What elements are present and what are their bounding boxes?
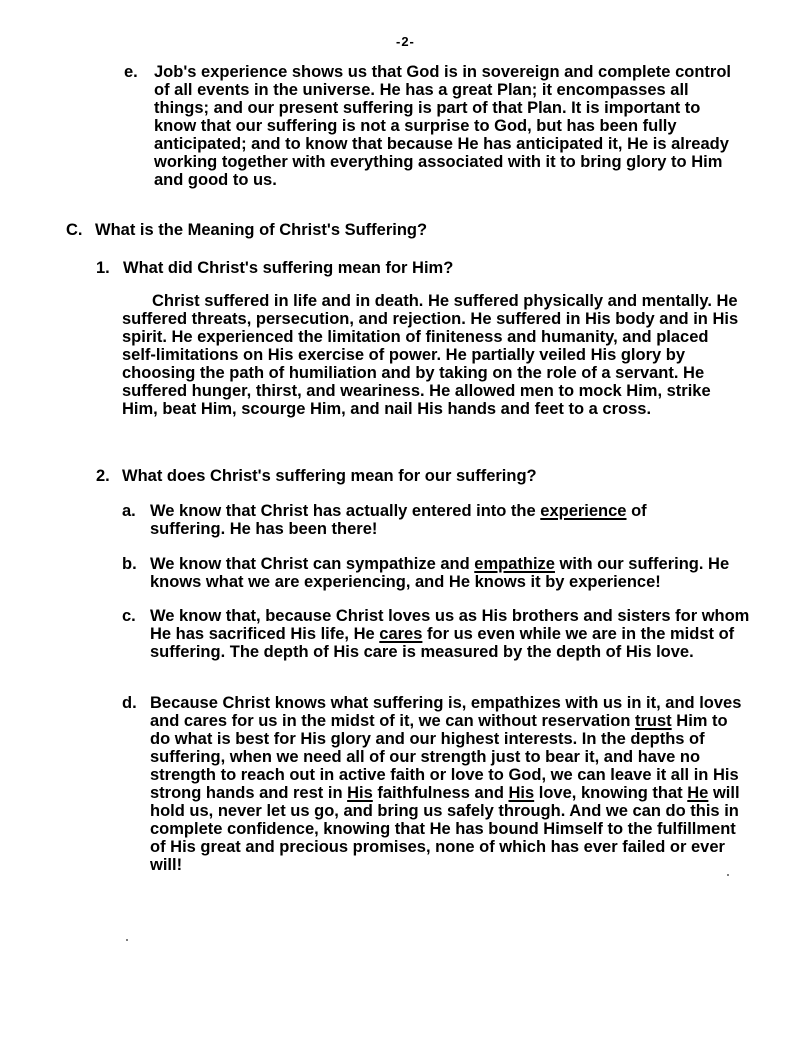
item-e-marker: e. bbox=[124, 63, 138, 81]
item-d-marker: d. bbox=[122, 694, 137, 712]
section-c-title: What is the Meaning of Christ's Suffering? bbox=[95, 221, 428, 239]
question-2-title: What does Christ's suffering mean for our suffering? bbox=[122, 467, 537, 485]
item-e-text: Job's experience shows us that God is in sovereign and complete control of all events in the universe. He has a great Plan; it encompasses all things; and our present suffering is part of that Plan. It is important to know that our suffering is not a surprise to God, but has been fully anticipated; and to know that because He has anticipated it, He is already working together with everything associated with it to bring glory to Him and good to us. bbox=[154, 63, 731, 189]
item-b-marker: b. bbox=[122, 555, 137, 573]
item-a-emphasis: experience bbox=[540, 502, 627, 520]
scan-speck bbox=[126, 939, 128, 941]
item-d-emphasis-trust: trust bbox=[635, 712, 672, 730]
question-1-title: What did Christ's suffering mean for Him? bbox=[123, 259, 454, 277]
page-number: -2- bbox=[396, 34, 415, 49]
question-1-marker: 1. bbox=[96, 259, 110, 277]
item-c-text: We know that, because Christ loves us as His brothers and sisters for whom He has sacrificed His life, He cares for us even while we are in the midst of suffering. The depth of His care is measured by the depth of His love. bbox=[150, 607, 750, 661]
question-2-marker: 2. bbox=[96, 467, 110, 485]
item-d-emphasis-he: He bbox=[687, 784, 709, 802]
section-c-marker: C. bbox=[66, 221, 83, 239]
item-c-emphasis: cares bbox=[379, 625, 423, 643]
item-a-text: We know that Christ has actually entered into the experience of suffering. He has been there! bbox=[150, 502, 647, 538]
item-b-emphasis: empathize bbox=[474, 555, 555, 573]
item-d-emphasis-his-1: His bbox=[347, 784, 373, 802]
item-b-text: We know that Christ can sympathize and empathize with our suffering. He knows what we are experiencing, and He knows it by experience! bbox=[150, 555, 730, 591]
item-c-marker: c. bbox=[122, 607, 136, 625]
item-a-marker: a. bbox=[122, 502, 136, 520]
question-1-paragraph: Christ suffered in life and in death. He suffered physically and mentally. He suffered threats, persecution, and rejection. He suffered in His body and in His spirit. He experienced the limitation of finiteness and humanity, and placed self-limitations on His exercise of power. He partially veiled His glory by choosing the path of humiliation and by taking on the role of a servant. He suffered hunger, thirst, and weariness. He allowed men to mock Him, strike Him, beat Him, scourge Him, and nail His hands and feet to a cross. bbox=[122, 292, 739, 418]
scan-speck bbox=[727, 874, 729, 876]
item-d-text: Because Christ knows what suffering is, empathizes with us in it, and loves and cares for us in the midst of it, we can without reservation trust Him to do what is best for His glory and our highest interests. In the depths of suffering, when we need all of our strength just to bear it, and have no strength to reach out in active faith or love to God, we can leave it all in His strong hands and rest in His faithfulness and His love, knowing that He will hold us, never let us go, and bring us safely through. And we can do this in complete confidence, knowing that He has bound Himself to the fulfillment of His great and precious promises, none of which has ever failed or ever will! bbox=[150, 694, 742, 874]
item-d-emphasis-his-2: His bbox=[508, 784, 535, 802]
